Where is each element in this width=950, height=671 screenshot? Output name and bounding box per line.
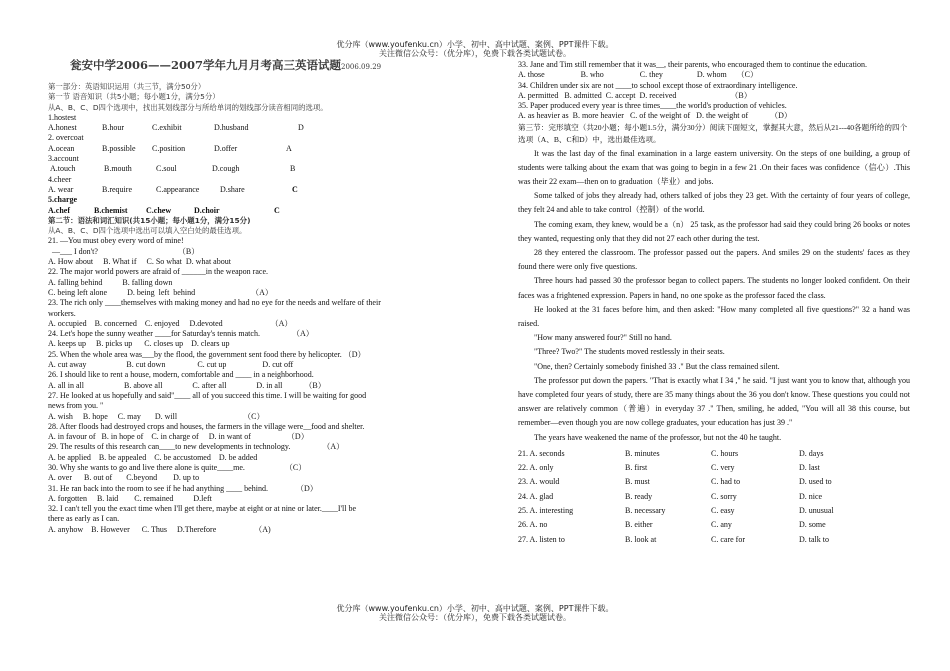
option-cell: 27. A. listen to <box>518 534 565 544</box>
grammar-line: 21. —You must obey every word of mine! <box>48 236 184 246</box>
grammar-line: A. falling behind B. falling down <box>48 277 173 287</box>
table-row <box>518 461 834 475</box>
q4-option-c: C.appearance <box>156 184 200 194</box>
q1-option-a: A.honest <box>48 123 77 133</box>
q1-stem: 1.hostest <box>48 112 77 122</box>
right-line: 34. Children under six are not ____to school except those of extraordinary intelligence. <box>518 80 798 90</box>
option-cell: 26. A. no <box>518 520 548 530</box>
grammar-line: C. being left alone D. being left behind （A） <box>48 287 273 297</box>
table-row <box>518 518 834 532</box>
grammar-line: A. anyhow B. However C. Thus D.Therefore （A) <box>48 524 271 534</box>
grammar-line: 29. The results of this research can____to new developments in technology. （A） <box>48 442 345 452</box>
option-cell: B. ready <box>625 491 653 501</box>
option-cell: B. either <box>625 520 653 530</box>
q5-options <box>48 206 448 216</box>
table-row <box>518 490 834 504</box>
passage-paragraph: The professor put down the papers. "That is exactly what I 34 ," he said. "I just want you to know that, although you have completed four years of study, there are 35 many things about the 36 you don't know. These questions you could not answer are relatively common（普遍）in everyday 37 ." Then, smiling, he added, "You will all 38 this course, but remember—even though you are now college graduates, your education has just 39 ." <box>518 375 910 428</box>
exam-title-text: 瓮安中学2006——2007学年九月月考高三英语试题 <box>70 58 342 72</box>
exam-title <box>70 58 448 74</box>
option-cell: D. last <box>799 463 820 473</box>
q2-option-a: A.ocean <box>48 143 75 153</box>
grammar-line: 30. Why she wants to go and live there alone is quite____me. （C） <box>48 462 307 472</box>
grammar-line: 28. After floods had destroyed crops and houses, the farmers in the village were__food and shelter. <box>48 421 365 431</box>
passage-paragraph: The years have weakened the name of the professor, but not the 40 he taught. <box>534 432 782 442</box>
option-cell: D. talk to <box>799 534 829 544</box>
section3-heading: 第三节：完形填空（共20小题；每小题1.5分，满分30分）阅读下面短文，掌握其大意，然后从21---40各题所给的四个选项（A、B、C和D）中，选出最佳选项。 <box>518 122 908 145</box>
q2-options <box>48 144 448 154</box>
option-cell: B. must <box>625 477 650 487</box>
q3-stem: 3.account <box>48 154 79 164</box>
option-cell: 24. A. glad <box>518 491 554 501</box>
right-line: A. those B. who C. they D. whom （C） <box>518 70 758 80</box>
q2-option-d: D.offer <box>214 143 238 153</box>
grammar-line: 24. Let's hope the sunny weather ____for Saturday's tennis match. （A） <box>48 329 314 339</box>
exam-date: 2006.09.29 <box>341 63 382 71</box>
option-cell: C. care for <box>711 534 745 544</box>
footer-line-2: 关注微信公众号：（优分库），免费下载各类试题试卷。 <box>379 613 571 622</box>
q3-answer: B <box>290 164 296 174</box>
grammar-line: A. How about B. What if C. So what D. what about <box>48 257 231 267</box>
right-line: A. as heavier as B. more heavier C. of the weight of D. the weight of （D） <box>518 111 792 121</box>
option-cell: 25. A. interesting <box>518 506 574 516</box>
passage-paragraph: "How many answered four?" Still no hand. <box>534 333 672 343</box>
q5-option-c: C.chew <box>146 205 172 215</box>
q5-option-b: B.chemist <box>94 205 128 215</box>
q4-option-d: D.share <box>220 184 245 194</box>
passage-paragraph: "Three? Two?" The students moved restlessly in their seats. <box>534 347 725 357</box>
header-line-2: 关注微信公众号：（优分库），免费下载各类试题试卷。 <box>379 49 571 58</box>
option-cell: C. very <box>711 463 735 473</box>
cloze-options-table <box>518 447 834 547</box>
right-line: 33. Jane and Tim still remember that it was__, their parents, who encouraged them to continue the education. <box>518 60 868 69</box>
grammar-line: —___ I don't? （B） <box>48 246 200 256</box>
option-cell: C. had to <box>711 477 741 487</box>
option-cell: B. look at <box>625 534 657 544</box>
q2-answer: A <box>286 143 292 153</box>
cloze-passage <box>518 147 910 445</box>
q3-option-a: A.touch <box>50 164 76 174</box>
grammar-line: 31. He ran back into the room to see if he had anything ____ behind. （D） <box>48 483 318 493</box>
table-row <box>518 447 834 461</box>
phonetics-questions <box>48 113 448 216</box>
option-cell: B. necessary <box>625 506 666 516</box>
section1-instruction: 从A、B、C、D四个选项中，找出其划线部分与所给单词的划线部分读音相同的选项。 <box>48 102 328 112</box>
header-line-1: 优分库（www.youfenku.cn）小学、初中、高中试题、案例、PPT课件下载。 <box>336 40 614 49</box>
option-cell: C. easy <box>711 506 735 516</box>
option-cell: C. hours <box>711 448 739 458</box>
q3-options <box>48 164 448 174</box>
grammar-line: 23. The rich only ____themselves with making money and had no eye for the needs and welfare of their <box>48 298 381 308</box>
option-cell: D. days <box>799 448 824 458</box>
section1-heading: 第一节 语音知识（共5小题；每小题1分，满分5分） <box>48 92 220 102</box>
grammar-line: A. in favour of B. in hope of C. in charge of D. in want of （D） <box>48 432 309 442</box>
q5-stem: 5.charge <box>48 195 78 205</box>
option-cell: B. first <box>625 463 648 473</box>
passage-paragraph: 28 they entered the classroom. The professor passed out the papers. And smiles 29 on the students' faces as they found there were only five questions. <box>518 248 910 272</box>
q2-option-b: B.possible <box>102 143 136 153</box>
option-cell: D. some <box>799 520 826 530</box>
section2-instruction: 从A、B、C、D四个选项中选出可以填入空白处的最佳选项。 <box>48 226 247 236</box>
grammar-line: workers. <box>48 308 76 318</box>
q2-option-c: C.position <box>152 143 186 153</box>
option-cell: 21. A. seconds <box>518 448 565 458</box>
passage-paragraph: He looked at the 31 faces before him, and then asked: "How many completed all five questions?" 32 a hand was raised. <box>518 304 910 329</box>
table-row <box>518 504 834 518</box>
passage-paragraph: It was the last day of the final examination in a large eastern university. On the steps of one building, a group of students were talking about the exam that was going to begin in a few 21 .On their faces was confidence（信心）.This was their 22 exam—then on to graduation（毕业）and jobs. <box>518 148 910 186</box>
option-cell: 22. A. only <box>518 463 554 473</box>
grammar-line: 22. The major world powers are afraid of ______in the weapon race. <box>48 267 268 277</box>
q1-answer: D <box>298 123 304 133</box>
q4-option-b: B.require <box>102 184 132 194</box>
q5-answer: C <box>274 205 280 215</box>
grammar-line: 32. I can't tell you the exact time when I'll get there, maybe at eight or at nine or later.____I'll be <box>48 504 356 514</box>
section2-heading: 第二节：语法和词汇知识(共15小题；每小题1分，满分15分) <box>48 215 251 225</box>
q4-option-a: A. wear <box>48 184 74 194</box>
passage-paragraph: The coming exam, they knew, would be a（n） 25 task, as the professor had said they could bring 26 books or notes they wanted, requesting only that they did not 27 each other during the test. <box>518 219 910 243</box>
option-cell: C. sorry <box>711 491 737 501</box>
q1-option-c: C.exhibit <box>152 123 182 133</box>
q3-option-b: B.mouth <box>104 164 132 174</box>
q3-option-c: C.soul <box>156 164 177 174</box>
option-cell: D. nice <box>799 491 823 501</box>
page-footer <box>0 604 950 622</box>
grammar-line: A. wish B. hope C. may D. will （C） <box>48 411 265 421</box>
q1-options <box>48 123 448 133</box>
grammar-line: 27. He looked at us hopefully and said"____ all of you succeed this time. I will be waiting for good <box>48 390 367 400</box>
grammar-line: A. occupied B. concerned C. enjoyed D.devoted （A） <box>48 318 293 328</box>
q5-option-a: A.chef <box>48 205 70 215</box>
q4-answer: C <box>292 184 298 194</box>
grammar-line: there as early as I can. <box>48 514 120 524</box>
q4-stem: 4.cheer <box>48 174 72 184</box>
right-line: A. permitted B. admitted C. accept D. received （B） <box>518 90 752 100</box>
grammar-line: A. over B. out of C.beyond D. up to <box>48 473 200 483</box>
passage-paragraph: Three hours had passed 30 the professor began to collect papers. The students no longer looked confident. On their faces was a frightened expression. Papers in hand, no one spoke as the professor faced the class. <box>518 276 910 300</box>
right-line: 35. Paper produced every year is three times____the world's production of vehicles. <box>518 101 787 111</box>
grammar-line: A. keeps up B. picks up C. closes up D. clears up <box>48 339 230 349</box>
table-row <box>518 533 834 547</box>
footer-line-1: 优分库（www.youfenku.cn）小学、初中、高中试题、案例、PPT课件下载。 <box>336 604 614 613</box>
grammar-line: A. all in all B. above all C. after all D. in all （B） <box>48 380 326 390</box>
q1-option-d: D.husband <box>214 123 249 133</box>
option-cell: 23. A. would <box>518 477 560 487</box>
grammar-line: A. cut away B. cut down C. cut up D. cut off <box>48 360 294 370</box>
page-header <box>0 40 950 58</box>
grammar-line: news from you. " <box>48 401 104 411</box>
grammar-line: 26. I should like to rent a house, modern, comfortable and ____ in a neighborhood. <box>48 370 314 380</box>
q1-option-b: B.hour <box>102 123 124 133</box>
table-row <box>518 475 834 489</box>
grammar-line: 25. When the whole area was___by the flood, the government sent food there by helicopter. （D） <box>48 349 366 359</box>
passage-paragraph: Some talked of jobs they already had, others talked of jobs they 23 get. With the certainty of four years of college, they felt 24 and able to take control（控制）of the world. <box>518 191 910 215</box>
grammar-questions <box>48 236 448 535</box>
option-cell: D. used to <box>799 477 832 487</box>
grammar-line: A. be applied B. be appealed C. be accustomed D. be added <box>48 452 258 462</box>
right-column <box>518 60 910 547</box>
q4-options <box>48 185 448 195</box>
option-cell: C. any <box>711 520 732 530</box>
grammar-line: A. forgotten B. laid C. remained D.left <box>48 493 212 503</box>
q5-option-d: D.choir <box>194 205 220 215</box>
left-column <box>48 60 448 535</box>
passage-paragraph: "One, then? Certainly somebody finished 33 ." But the class remained silent. <box>534 361 780 371</box>
option-cell: D. unusual <box>799 506 834 516</box>
part1-heading: 第一部分：英语知识运用（共三节，满分50分） <box>48 82 206 91</box>
grammar-questions-continued <box>518 60 910 122</box>
option-cell: B. minutes <box>625 448 660 458</box>
q2-stem: 2. overcoat <box>48 133 84 143</box>
q3-option-d: D.cough <box>212 164 240 174</box>
